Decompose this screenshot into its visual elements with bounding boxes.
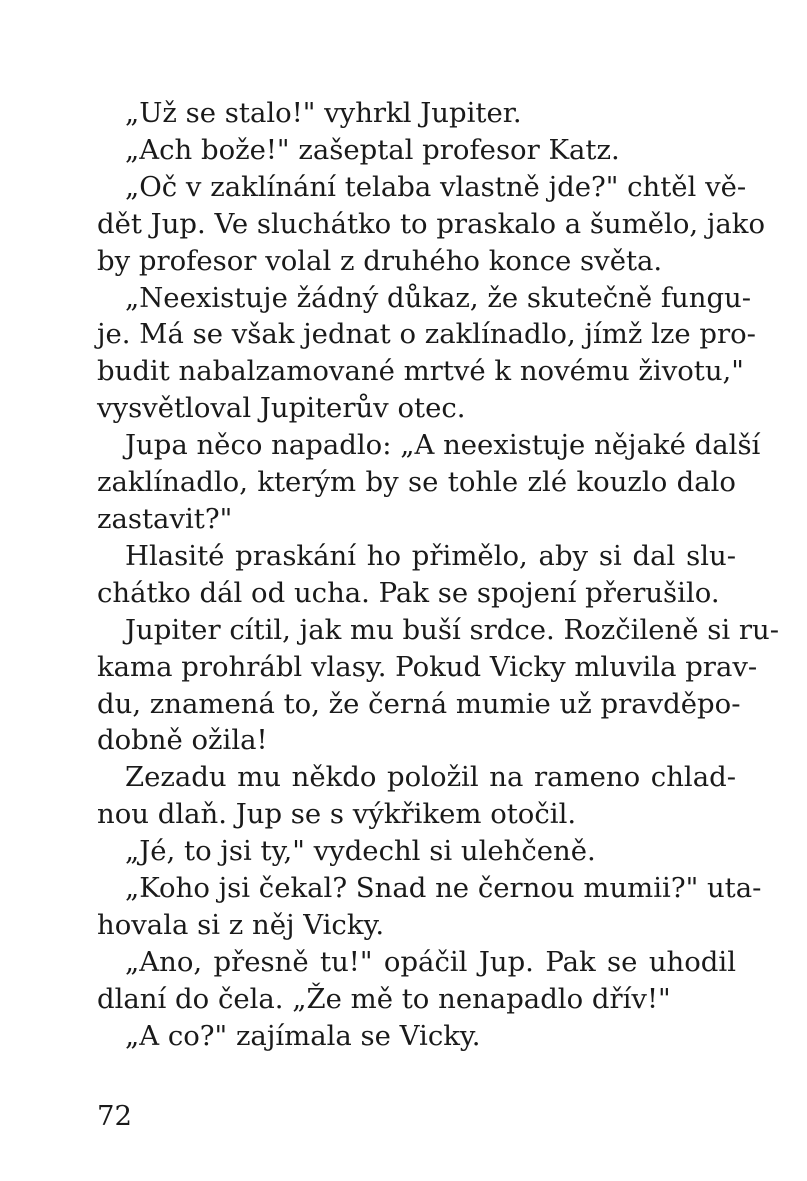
text-line: dět Jup. Ve sluchátko to praskalo a šumělo, jako bbox=[97, 207, 766, 240]
paragraph bbox=[97, 169, 766, 280]
text-line: „A co?" zajímala se Vicky. bbox=[125, 1019, 481, 1052]
text-line: „Neexistuje žádný důkaz, že skutečně fungu- bbox=[125, 281, 752, 314]
paragraph bbox=[97, 1018, 736, 1055]
paragraph bbox=[97, 870, 762, 944]
text-line: je. Má se však jednat o zaklínadlo, jímž lze pro- bbox=[97, 318, 756, 351]
paragraph bbox=[97, 280, 756, 428]
paragraph bbox=[97, 427, 761, 538]
text-line: Hlasité praskání ho přimělo, aby si dal slu- bbox=[125, 539, 736, 572]
text-line: „Koho jsi čekal? Snad ne černou mumii?" uta- bbox=[125, 872, 762, 905]
text-line: chátko dál od ucha. Pak se spojení přerušilo. bbox=[97, 576, 720, 609]
text-line: hovala si z něj Vicky. bbox=[97, 908, 385, 941]
text-line: vysvětloval Jupiterův otec. bbox=[97, 392, 466, 425]
paragraph bbox=[97, 944, 736, 1018]
text-line: „Ach bože!" zašeptal profesor Katz. bbox=[125, 133, 620, 166]
text-line: dobně ožila! bbox=[97, 724, 268, 757]
text-line: Jupa něco napadlo: „A neexistuje nějaké další bbox=[125, 429, 761, 462]
paragraph bbox=[97, 538, 736, 612]
paragraph bbox=[97, 612, 780, 760]
text-line: zastavit?" bbox=[97, 502, 233, 535]
text-line: „Už se stalo!" vyhrkl Jupiter. bbox=[125, 97, 522, 129]
body-text bbox=[97, 95, 780, 1055]
text-line: du, znamená to, že černá mumie už pravděpo- bbox=[97, 687, 741, 720]
text-line: dlaní do čela. „Že mě to nenapadlo dřív!" bbox=[97, 982, 671, 1015]
text-line: Zezadu mu někdo položil na rameno chlad- bbox=[125, 761, 736, 794]
text-line: Jupiter cítil, jak mu buší srdce. Rozčileně si ru- bbox=[125, 613, 780, 646]
text-line: nou dlaň. Jup se s výkřikem otočil. bbox=[97, 798, 577, 831]
text-line: zaklínadlo, kterým by se tohle zlé kouzlo dalo bbox=[97, 466, 736, 499]
page-number: 72 bbox=[97, 1100, 132, 1132]
text-line: „Jé, to jsi ty," vydechl si ulehčeně. bbox=[125, 835, 596, 868]
text-line: „Oč v zaklínání telaba vlastně jde?" chtěl vě- bbox=[125, 170, 747, 203]
paragraph bbox=[97, 759, 736, 833]
paragraph bbox=[97, 833, 736, 870]
text-line: budit nabalzamované mrtvé k novému životu," bbox=[97, 355, 744, 388]
text-line: „Ano, přesně tu!" opáčil Jup. Pak se uhodil bbox=[125, 945, 736, 978]
text-line: kama prohrábl vlasy. Pokud Vicky mluvila prav- bbox=[97, 650, 758, 683]
text-line: by profesor volal z druhého konce světa. bbox=[97, 244, 663, 277]
paragraph bbox=[97, 95, 736, 132]
paragraph bbox=[97, 132, 736, 169]
